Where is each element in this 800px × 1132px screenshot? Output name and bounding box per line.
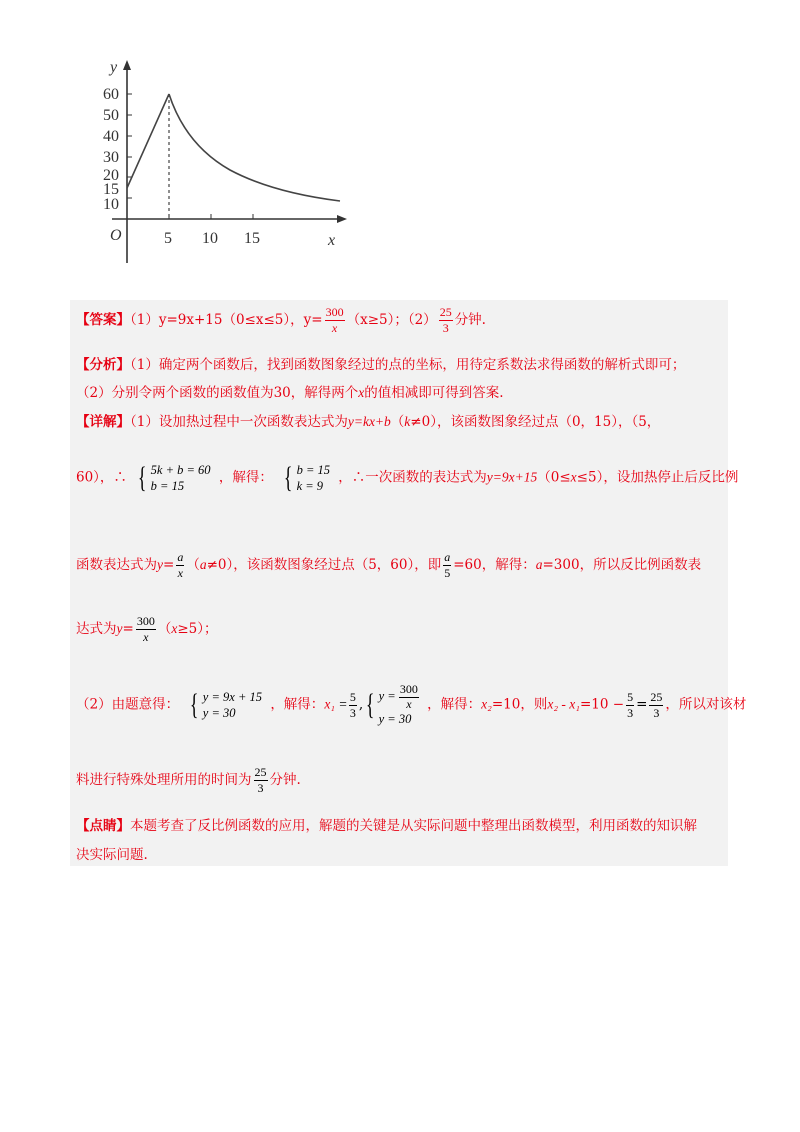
fraction: $\frac{5}{3}$ <box>349 689 356 720</box>
fraction: $\frac{25}{3}$ <box>650 689 663 720</box>
y-tick-label: 60 <box>103 86 119 103</box>
x-tick-label: 15 <box>244 230 260 247</box>
y-tick-label: 15 <box>103 181 119 198</box>
fraction: $\frac{300}{x}$ <box>136 614 155 644</box>
y-tick-label: 20 <box>103 167 119 184</box>
analysis-line-1: 【分析】（1）确定两个函数后，找到函数图象经过的点的坐标，用待定系数法求得函数的解析式即可； <box>76 357 686 373</box>
y-axis-arrow <box>123 60 131 70</box>
function-graph <box>100 58 350 268</box>
fraction: $\frac{5}{3}$ <box>627 689 634 720</box>
detail-line-3: 函数表达式为y= $\frac{a}{x}$ （a≠0），该函数图象经过点（5，60），即 $\frac{a}{5}$ =60，解得：a=300，所以反比例函数表 <box>76 550 702 580</box>
y-axis-label: y <box>110 59 118 76</box>
comment-line-2: 决实际问题. <box>76 847 148 863</box>
equation-system: { b = 15 k = 9 <box>284 461 330 494</box>
detail-line-6: 料进行特殊处理所用的时间为 $\frac{25}{3}$ 分钟. <box>76 765 301 795</box>
linear-segment <box>127 94 169 188</box>
answer-line: 【答案】（1）y=9x+15（0≤x≤5），y= $\frac{300}{x}$ （x≥5）；（2） $\frac{25}{3}$ 分钟. <box>76 305 486 335</box>
y-tick-label: 30 <box>103 149 119 166</box>
equation-system: { y = 9x + 15 y = 30 <box>190 688 263 721</box>
equation-system: { y = $\frac{300}{x}$ y = 30 <box>366 682 418 726</box>
y-tick-label: 10 <box>103 196 119 213</box>
x-axis-arrow <box>337 215 347 223</box>
x-tick-label: 10 <box>202 230 218 247</box>
x-axis-label: x <box>328 232 336 249</box>
detail-line-1: 【详解】（1）设加热过程中一次函数表达式为y=kx+b（k≠0），该函数图象经过点（0，15），（5， <box>76 414 661 430</box>
x-tick-label: 5 <box>164 230 172 247</box>
detail-line-5: （2）由题意得： { y = 9x + 15 y = 30 ，解得：x₁ = $\frac{5}{3}$ , { y = $\frac{300}{x}$ y = 30 ，解得：x₂=10，则x₂ - x₁=10 − $\frac{5}{3}$ = $\frac{25}{3}$ ，所以对该材 <box>76 682 747 726</box>
equation-system: { 5k + b = 60 b = 15 <box>138 461 211 494</box>
fraction: $\frac{a}{x}$ <box>177 550 184 580</box>
y-tick-label: 50 <box>103 107 119 124</box>
y-tick-label: 40 <box>103 128 119 145</box>
detail-line-2: 60），∴ { 5k + b = 60 b = 15 ，解得： { b = 15 k = 9 ，∴一次函数的表达式为y=9x+15（0≤x≤5），设加热停止后反比例 <box>76 461 739 494</box>
detail-line-4: 达式为y= $\frac{300}{x}$ （x≥5）； <box>76 614 218 644</box>
origin-label: O <box>110 227 122 244</box>
analysis-line-2: （2）分别令两个函数的函数值为30，解得两个x的值相减即可得到答案. <box>76 385 504 401</box>
fraction: $\frac{25}{3}$ <box>439 305 452 335</box>
inverse-curve <box>169 94 340 201</box>
fraction: $\frac{25}{3}$ <box>254 765 267 795</box>
fraction: $\frac{300}{x}$ <box>325 305 344 335</box>
fraction: $\frac{a}{5}$ <box>444 550 451 580</box>
comment-line-1: 【点睛】本题考查了反比例函数的应用，解题的关键是从实际问题中整理出函数模型，利用函数的知识解 <box>76 818 697 834</box>
